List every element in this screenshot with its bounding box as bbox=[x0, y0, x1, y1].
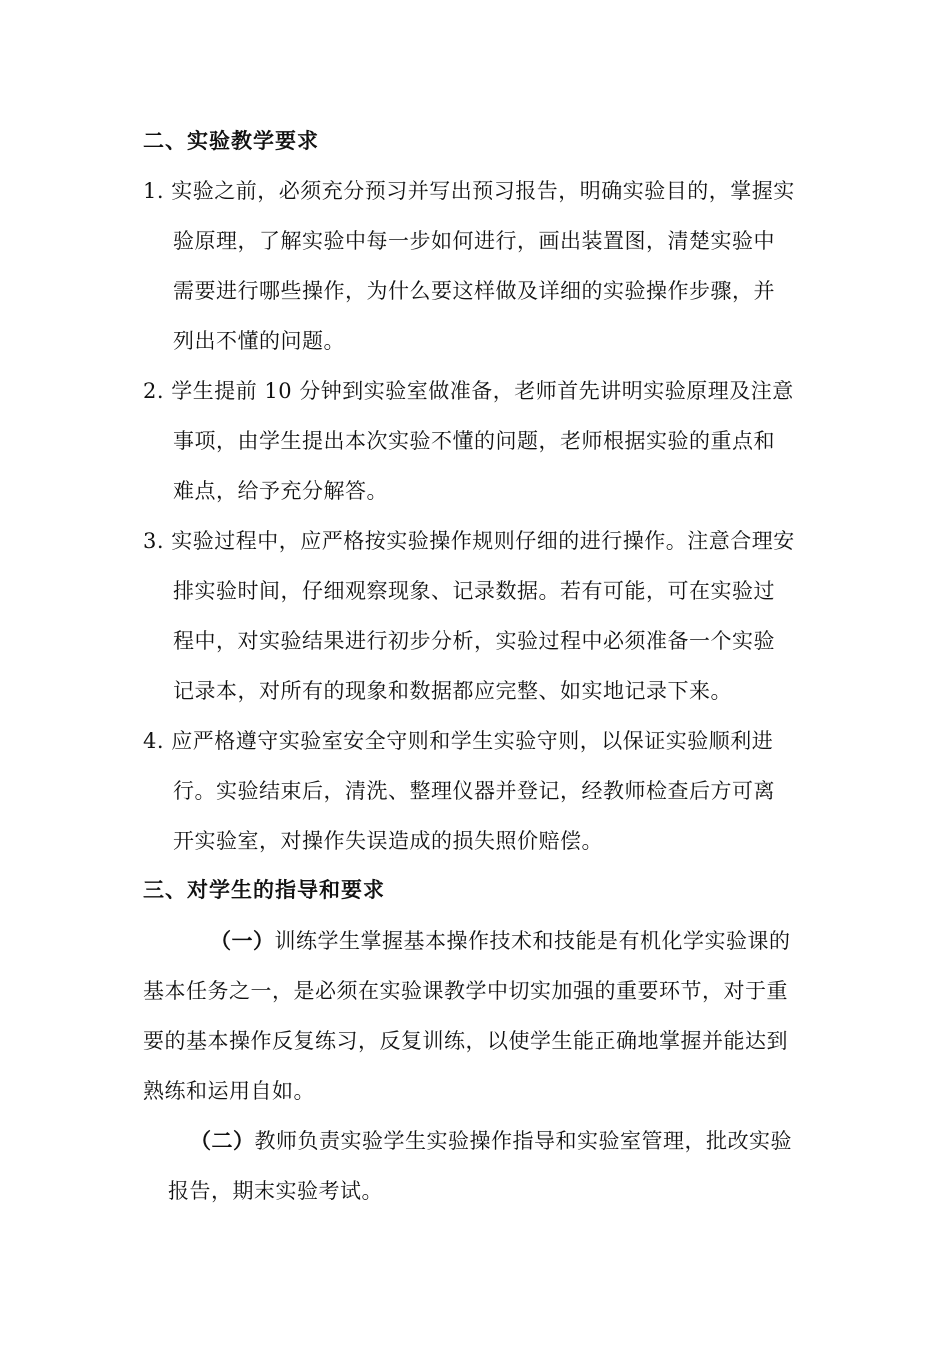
paragraph-1-line-2: 基本任务之一，是必须在实验课教学中切实加强的重要环节，对于重 bbox=[143, 979, 788, 1003]
section-heading-teaching-requirements: 二、实验教学要求 bbox=[143, 129, 319, 153]
paragraph-2-line-1-text: 教师负责实验学生实验操作指导和实验室管理，批改实验 bbox=[254, 1129, 792, 1153]
paragraph-2-line-1 bbox=[190, 1126, 792, 1156]
list-item-3-line-1: 3. 实验过程中，应严格按实验操作规则仔细的进行操作。注意合理安 bbox=[143, 529, 795, 553]
list-item-4-line-2: 行。实验结束后，清洗、整理仪器并登记，经教师检查后方可离 bbox=[173, 779, 775, 803]
paragraph-1-line-3: 要的基本操作反复练习，反复训练，以使学生能正确地掌握并能达到 bbox=[143, 1029, 788, 1053]
paragraph-1-line-1 bbox=[210, 926, 791, 956]
paragraph-2-line-2: 报告，期末实验考试。 bbox=[168, 1179, 383, 1203]
list-item-2-line-2: 事项，由学生提出本次实验不懂的问题，老师根据实验的重点和 bbox=[173, 429, 775, 453]
paragraph-1-label: （一） bbox=[210, 929, 275, 953]
list-item-1-line-3: 需要进行哪些操作，为什么要这样做及详细的实验操作步骤，并 bbox=[173, 279, 775, 303]
section-heading-student-guidance: 三、对学生的指导和要求 bbox=[143, 878, 385, 902]
list-item-2-line-1: 2. 学生提前 10 分钟到实验室做准备，老师首先讲明实验原理及注意 bbox=[143, 379, 794, 403]
list-item-3-line-4: 记录本，对所有的现象和数据都应完整、如实地记录下来。 bbox=[173, 679, 732, 703]
list-item-1-line-1: 1. 实验之前，必须充分预习并写出预习报告，明确实验目的，掌握实 bbox=[143, 179, 795, 203]
paragraph-1-line-4: 熟练和运用自如。 bbox=[143, 1079, 315, 1103]
list-item-1-line-2: 验原理，了解实验中每一步如何进行，画出装置图，清楚实验中 bbox=[173, 229, 775, 253]
list-item-3-line-3: 程中，对实验结果进行初步分析，实验过程中必须准备一个实验 bbox=[173, 629, 775, 653]
list-item-4-line-1: 4. 应严格遵守实验室安全守则和学生实验守则，以保证实验顺利进 bbox=[143, 729, 774, 753]
list-item-2-line-3: 难点，给予充分解答。 bbox=[173, 479, 388, 503]
list-item-4-line-3: 开实验室，对操作失误造成的损失照价赔偿。 bbox=[173, 829, 603, 853]
paragraph-2-label: （二） bbox=[190, 1129, 255, 1153]
list-item-1-line-4: 列出不懂的问题。 bbox=[173, 329, 345, 353]
list-item-3-line-2: 排实验时间，仔细观察现象、记录数据。若有可能，可在实验过 bbox=[173, 579, 775, 603]
paragraph-1-line-1-text: 训练学生掌握基本操作技术和技能是有机化学实验课的 bbox=[274, 929, 791, 953]
